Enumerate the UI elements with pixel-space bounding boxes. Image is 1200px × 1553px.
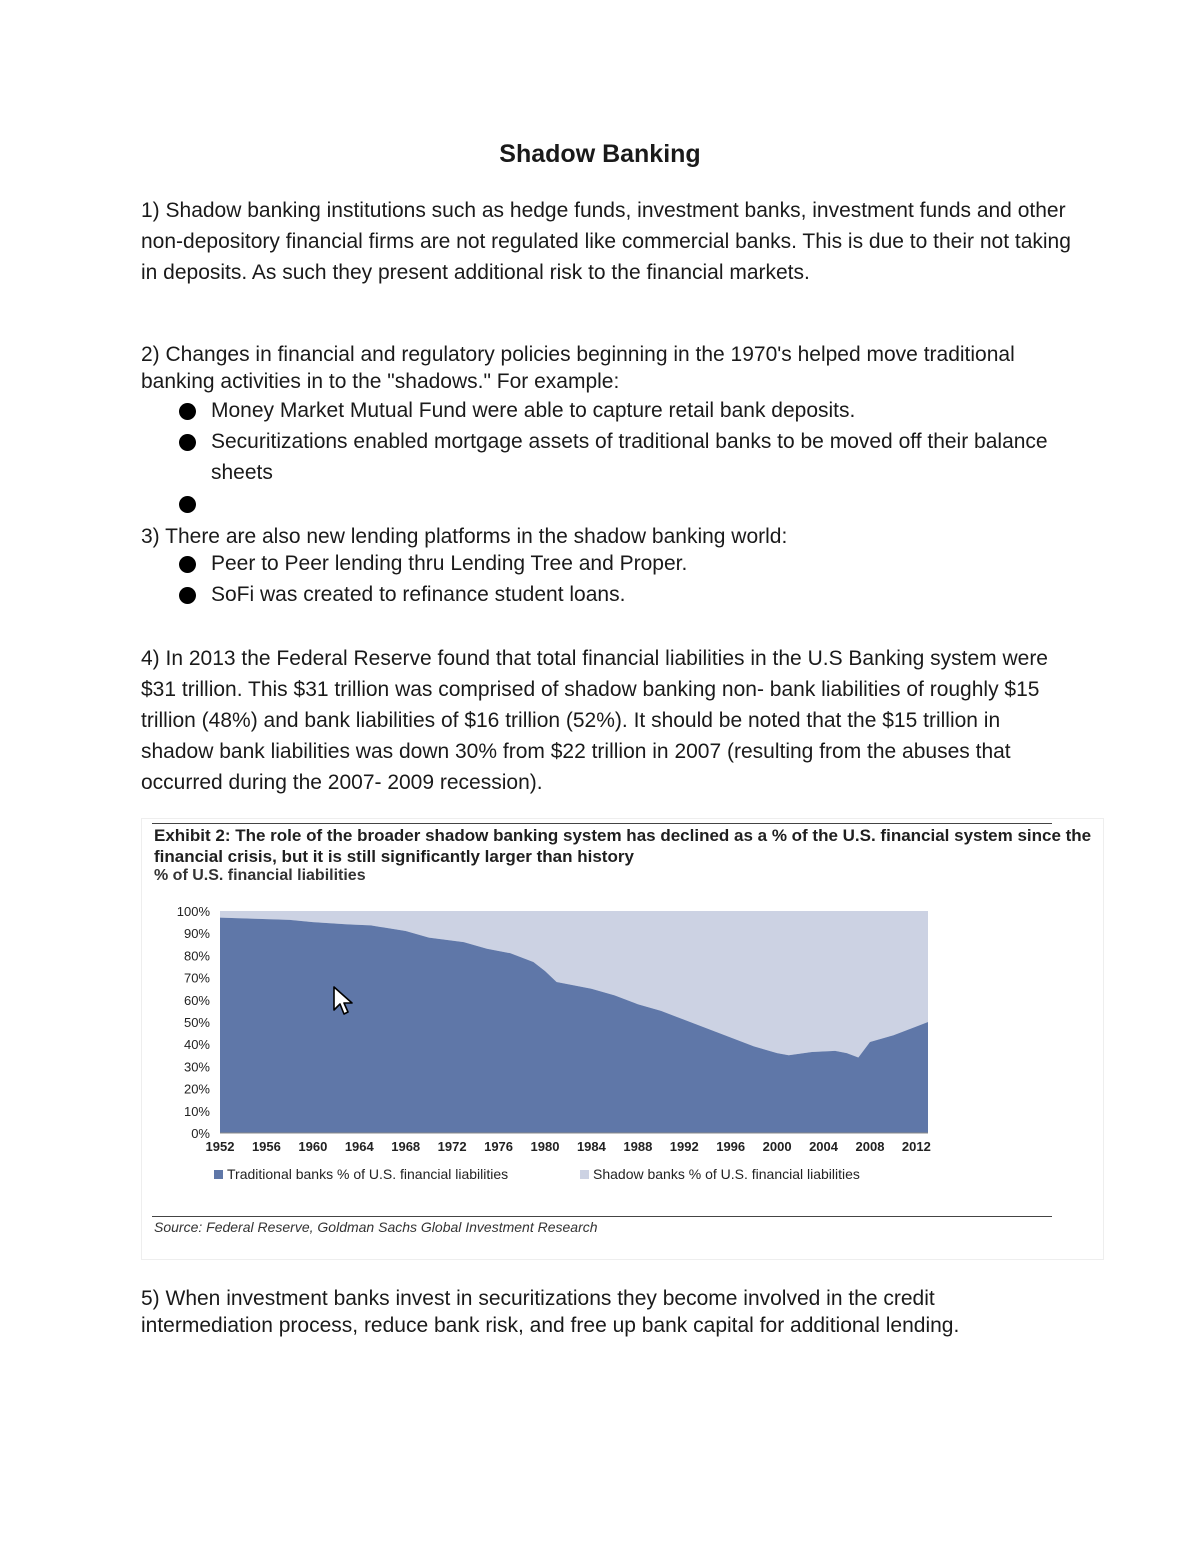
- exhibit-chart: [141, 818, 1104, 1260]
- x-tick-label: 1996: [716, 1139, 746, 1154]
- y-tick-label: 0%: [191, 1126, 210, 1141]
- area-chart: [142, 889, 1102, 1209]
- paragraph-3: 3) There are also new lending platforms in the shadow banking world:: [141, 525, 788, 548]
- paragraph-2: 2) Changes in financial and regulatory policies beginning in the 1970's helped move traditional banking activities in to the "shadows." For example:: [141, 343, 1015, 393]
- chart-title: Exhibit 2: The role of the broader shadow banking system has declined as a % of the U.S. financial system since the financial crisis, but it is still significantly larger than history: [154, 826, 1092, 866]
- bullet-icon: [179, 587, 196, 604]
- y-tick-label: 80%: [183, 948, 210, 964]
- y-tick-label: 40%: [183, 1037, 210, 1053]
- x-tick-label: 1992: [669, 1139, 699, 1154]
- bullet-icon: [179, 496, 196, 513]
- chart-source: Source: Federal Reserve, Goldman Sachs Global Investment Research: [154, 1219, 598, 1235]
- legend-label: Traditional banks % of U.S. financial liabilities: [227, 1166, 509, 1182]
- x-tick-label: 2000: [762, 1139, 792, 1154]
- x-tick-label: 1980: [530, 1139, 560, 1154]
- y-tick-label: 10%: [183, 1103, 210, 1119]
- bullet-icon: [179, 434, 196, 451]
- list-item: [176, 395, 1056, 426]
- x-tick-label: 1984: [576, 1139, 606, 1154]
- chart-subtitle: % of U.S. financial liabilities: [154, 867, 366, 884]
- list-item-text: Money Market Mutual Fund were able to capture retail bank deposits.: [211, 399, 856, 422]
- legend-swatch: [580, 1170, 589, 1179]
- bullet-icon: [179, 403, 196, 420]
- y-tick-label: 30%: [183, 1059, 210, 1075]
- y-tick-label: 50%: [183, 1015, 210, 1030]
- list-item: [176, 426, 1056, 488]
- x-tick-label: 2004: [809, 1139, 839, 1154]
- exhibit-top-rule: [152, 823, 1052, 824]
- exhibit-bottom-rule: [152, 1216, 1052, 1217]
- y-tick-label: 70%: [183, 970, 210, 986]
- paragraph-5: 5) When investment banks invest in securitizations they become involved in the credit intermediation process, reduce bank risk, and free up bank capital for additional lending.: [141, 1287, 960, 1337]
- y-tick-label: 100%: [176, 904, 210, 919]
- paragraph-1: 1) Shadow banking institutions such as hedge funds, investment banks, investment funds and other non-depository financial firms are not regulated like commercial banks. This is due to their not taking in deposits. As such they present additional risk to the financial markets.: [141, 199, 1071, 284]
- paragraph-4: 4) In 2013 the Federal Reserve found that total financial liabilities in the U.S Banking system were $31 trillion. This $31 trillion was comprised of shadow banking non- bank liabilities of roughly $15 trillion (48%) and bank liabilities of $16 trillion (52%). It should be noted that the $15 trillion in shadow bank liabilities was down 30% from $22 trillion in 2007 (resulting from the abuses that occurred during the 2007- 2009 recession).: [141, 647, 1048, 794]
- x-tick-label: 2008: [855, 1139, 885, 1154]
- list-item-text: SoFi was created to refinance student loans.: [211, 583, 626, 606]
- list-item: [176, 579, 1056, 610]
- bullet-list-policies: [176, 395, 1056, 488]
- list-item: [176, 548, 1056, 579]
- mouse-cursor-icon: [333, 986, 355, 1018]
- y-tick-label: 60%: [183, 992, 210, 1008]
- bullet-list-platforms: [176, 548, 1056, 610]
- x-tick-label: 1964: [344, 1139, 374, 1154]
- x-tick-label: 1952: [205, 1139, 235, 1154]
- x-tick-label: 1956: [251, 1139, 281, 1154]
- x-tick-label: 1968: [391, 1139, 421, 1154]
- y-tick-label: 90%: [183, 926, 210, 942]
- legend-swatch: [214, 1170, 223, 1179]
- legend-label: Shadow banks % of U.S. financial liabilities: [593, 1166, 860, 1182]
- x-tick-label: 2012: [901, 1139, 931, 1154]
- list-item-text: Securitizations enabled mortgage assets of traditional banks to be moved off their balance sheets: [211, 430, 1048, 484]
- x-tick-label: 1976: [484, 1139, 514, 1154]
- x-tick-label: 1988: [623, 1139, 653, 1154]
- y-tick-label: 20%: [183, 1081, 210, 1097]
- x-tick-label: 1972: [437, 1139, 467, 1154]
- bullet-icon: [179, 556, 196, 573]
- list-item-text: Peer to Peer lending thru Lending Tree and Proper.: [211, 552, 688, 575]
- x-tick-label: 1960: [298, 1139, 328, 1154]
- page-title: Shadow Banking: [499, 140, 701, 168]
